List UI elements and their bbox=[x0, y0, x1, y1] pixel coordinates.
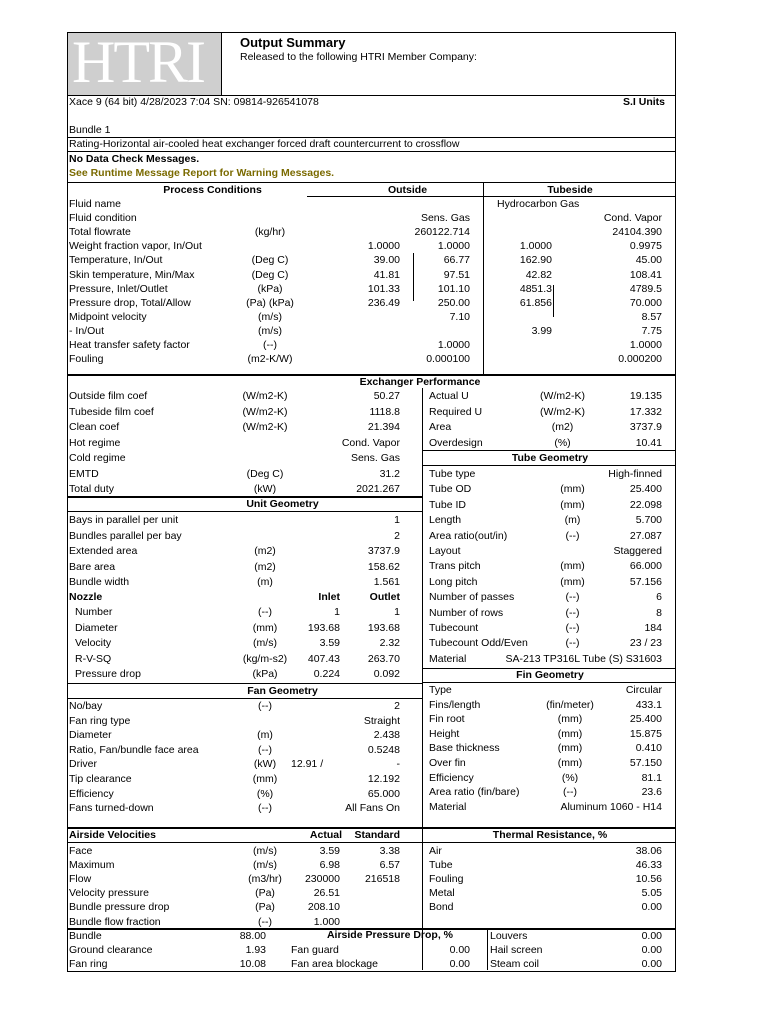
tube-geometry-label: Trans pitch bbox=[429, 560, 481, 573]
unit-geometry-unit: (m2) bbox=[254, 545, 276, 557]
exchanger-left-label: Cold regime bbox=[69, 452, 126, 464]
fan-geometry-unit: (kW) bbox=[253, 758, 277, 771]
tube-geometry-value: 22.098 bbox=[629, 498, 662, 511]
nozzle-row-label: Diameter bbox=[75, 621, 118, 634]
tube-geometry-label: Layout bbox=[429, 545, 461, 557]
htri-logo: HTRI bbox=[68, 33, 222, 95]
pressure-drop-value: 0.00 bbox=[449, 944, 470, 956]
pressure-drop-label: Louvers bbox=[490, 930, 528, 942]
outside-value-out: 0.000100 bbox=[426, 353, 470, 366]
units-label: S.I Units bbox=[622, 96, 665, 108]
tubeside-value-out: 45.00 bbox=[635, 254, 662, 267]
exchanger-left-unit: (W/m2-K) bbox=[242, 390, 288, 402]
pressure-drop-value: 0.00 bbox=[641, 958, 662, 970]
pressure-drop-value: 0.00 bbox=[449, 958, 470, 970]
tube-geometry-value: High-finned bbox=[608, 468, 662, 480]
tube-geometry-unit: (m) bbox=[564, 514, 581, 527]
tube-geometry-heading: Tube Geometry bbox=[511, 452, 589, 464]
airside-velocity-unit: (Pa) bbox=[255, 887, 275, 900]
fan-geometry-unit: (--) bbox=[258, 743, 272, 756]
page-title: Output Summary bbox=[240, 35, 346, 50]
fan-geometry-label: Tip clearance bbox=[69, 773, 132, 785]
airside-velocity-label: Maximum bbox=[69, 859, 115, 872]
airside-velocity-standard: 6.57 bbox=[379, 859, 400, 872]
airside-velocity-standard: 216518 bbox=[364, 873, 400, 886]
pressure-drop-label: Ground clearance bbox=[69, 944, 153, 956]
exchanger-right-value: 10.41 bbox=[635, 436, 662, 449]
tube-geometry-unit: (--) bbox=[565, 622, 580, 634]
tubeside-heading: Tubeside bbox=[547, 184, 593, 196]
nozzle-outlet-heading: Outlet bbox=[369, 591, 400, 603]
process-row-label: Fouling bbox=[69, 353, 104, 366]
exchanger-right-unit: (%) bbox=[554, 436, 571, 449]
airside-velocity-label: Bundle pressure drop bbox=[69, 901, 170, 914]
fin-geometry-label: Fin root bbox=[429, 713, 465, 726]
warning-message: See Runtime Message Report for Warning Messages. bbox=[69, 167, 335, 179]
fin-geometry-unit: (mm) bbox=[557, 727, 583, 740]
airside-pressure-drop-heading: Airside Pressure Drop, % bbox=[326, 929, 454, 941]
exchanger-left-label: Clean coef bbox=[69, 421, 120, 433]
exchanger-left-label: Total duty bbox=[69, 483, 114, 495]
unit-geometry-label: Bare area bbox=[69, 560, 116, 573]
exchanger-right-unit: (m2) bbox=[551, 421, 574, 433]
outside-value-in: 39.00 bbox=[373, 254, 400, 267]
tube-geometry-label: Tubecount bbox=[429, 622, 479, 634]
tube-geometry-unit: (mm) bbox=[560, 575, 585, 588]
exchanger-performance-heading: Exchanger Performance bbox=[359, 376, 481, 388]
tubeside-value-in: 1.0000 bbox=[519, 240, 552, 253]
tube-geometry-label: Tube type bbox=[429, 468, 476, 480]
exchanger-right-value: 17.332 bbox=[629, 405, 662, 418]
airside-velocity-actual: 208.10 bbox=[307, 901, 340, 914]
unit-geometry-label: Bundle width bbox=[69, 576, 130, 588]
exchanger-left-value: 1118.8 bbox=[369, 405, 400, 418]
unit-geometry-label: Bundles parallel per bay bbox=[69, 529, 182, 542]
tube-geometry-label: Number of rows bbox=[429, 606, 504, 619]
process-row-label: Midpoint velocity bbox=[69, 310, 147, 323]
fan-geometry-value: Straight bbox=[363, 714, 400, 727]
exchanger-left-label: EMTD bbox=[69, 467, 99, 480]
tubeside-value-out: 108.41 bbox=[629, 268, 662, 281]
airside-velocity-actual: 230000 bbox=[304, 873, 340, 886]
nozzle-inlet-value: 0.224 bbox=[313, 668, 340, 680]
fan-geometry-value: 2 bbox=[394, 700, 400, 712]
fin-geometry-label: Height bbox=[429, 727, 460, 740]
airside-velocity-unit: (m3/hr) bbox=[248, 873, 282, 886]
tubeside-value-in: 162.90 bbox=[519, 254, 552, 267]
actual-heading: Actual bbox=[309, 829, 342, 841]
tube-geometry-label: Tube ID bbox=[429, 498, 466, 511]
unit-geometry-label: Extended area bbox=[69, 545, 138, 557]
tube-geometry-unit: (mm) bbox=[560, 498, 585, 511]
unit-geometry-unit: (m) bbox=[257, 576, 273, 588]
exchanger-left-label: Hot regime bbox=[69, 436, 121, 449]
fan-geometry-unit: (--) bbox=[258, 700, 272, 712]
exchanger-left-value: 31.2 bbox=[379, 467, 400, 480]
exchanger-right-label: Actual U bbox=[429, 390, 469, 402]
tubeside-value-in: 4851.3 bbox=[519, 282, 552, 295]
thermal-resistance-label: Metal bbox=[429, 887, 455, 900]
outside-value-out: 250.00 bbox=[437, 296, 470, 309]
tube-geometry-label: Tube OD bbox=[429, 483, 472, 496]
tubeside-value-in: 42.82 bbox=[525, 268, 552, 281]
fin-geometry-value: 57.150 bbox=[629, 757, 662, 769]
thermal-resistance-heading: Thermal Resistance, % bbox=[492, 829, 608, 841]
process-row-label: Skin temperature, Min/Max bbox=[69, 268, 195, 281]
unit-geometry-heading: Unit Geometry bbox=[246, 498, 319, 510]
exchanger-right-value: 19.135 bbox=[629, 390, 662, 402]
airside-velocities-heading: Airside Velocities bbox=[69, 829, 156, 841]
standard-heading: Standard bbox=[354, 829, 400, 841]
fin-geometry-unit: (mm) bbox=[557, 757, 583, 769]
exchanger-right-unit: (W/m2-K) bbox=[540, 405, 585, 418]
exchanger-left-value: Sens. Gas bbox=[350, 452, 400, 464]
exchanger-left-value: Cond. Vapor bbox=[341, 436, 400, 449]
tube-geometry-label: Length bbox=[429, 514, 462, 527]
airside-velocity-actual: 6.98 bbox=[319, 859, 340, 872]
exchanger-right-unit: (W/m2-K) bbox=[540, 390, 585, 402]
outside-value-out: 101.10 bbox=[437, 282, 470, 295]
tubeside-value-out: 24104.390 bbox=[612, 226, 662, 239]
fan-geometry-value: 65.000 bbox=[367, 787, 400, 800]
nozzle-row-unit: (m/s) bbox=[253, 637, 277, 649]
airside-velocity-label: Face bbox=[69, 845, 93, 857]
nozzle-row-unit: (--) bbox=[258, 606, 272, 618]
exchanger-right-label: Required U bbox=[429, 405, 483, 418]
tube-geometry-label: Number of passes bbox=[429, 591, 515, 604]
tubeside-value-out: Cond. Vapor bbox=[603, 212, 662, 225]
fan-geometry-heading: Fan Geometry bbox=[247, 685, 318, 697]
outside-value-in: 41.81 bbox=[373, 268, 400, 281]
process-row-unit: (kg/hr) bbox=[254, 226, 286, 239]
fin-geometry-value: 433.1 bbox=[635, 698, 662, 711]
unit-geometry-value: 3737.9 bbox=[367, 545, 400, 557]
tube-geometry-value: 57.156 bbox=[629, 575, 662, 588]
fin-geometry-value: 25.400 bbox=[629, 713, 662, 726]
tube-geometry-value: 184 bbox=[644, 622, 662, 634]
pressure-drop-label: Fan guard bbox=[291, 944, 339, 956]
exchanger-right-label: Overdesign bbox=[429, 436, 483, 449]
exchanger-left-value: 50.27 bbox=[373, 390, 400, 402]
fan-geometry-label: Driver bbox=[69, 758, 97, 771]
fin-geometry-label: Fins/length bbox=[429, 698, 481, 711]
process-row-unit: (m/s) bbox=[258, 324, 282, 337]
outside-heading: Outside bbox=[387, 184, 428, 196]
nozzle-inlet-value: 193.68 bbox=[307, 621, 340, 634]
fan-geometry-mid: 12.91 / bbox=[291, 758, 324, 771]
thermal-resistance-value: 38.06 bbox=[635, 845, 662, 857]
tube-geometry-label: Tubecount Odd/Even bbox=[429, 637, 528, 650]
bundle-label: Bundle 1 bbox=[69, 124, 111, 136]
nozzle-row-label: R-V-SQ bbox=[75, 652, 112, 665]
fan-geometry-label: Ratio, Fan/bundle face area bbox=[69, 743, 199, 756]
tubeside-value-out: 1.0000 bbox=[629, 339, 662, 351]
thermal-resistance-label: Bond bbox=[429, 901, 454, 914]
fan-geometry-label: Fan ring type bbox=[69, 714, 131, 727]
tubeside-value-out: 8.57 bbox=[641, 310, 662, 323]
tube-geometry-value: 66.000 bbox=[629, 560, 662, 573]
tube-geometry-unit: (mm) bbox=[560, 483, 585, 496]
nozzle-outlet-value: 263.70 bbox=[367, 652, 400, 665]
airside-velocity-unit: (--) bbox=[258, 915, 272, 928]
airside-velocity-label: Velocity pressure bbox=[69, 887, 149, 900]
process-row-unit: (Deg C) bbox=[251, 254, 289, 267]
tubeside-value-in: Hydrocarbon Gas bbox=[497, 198, 580, 210]
fin-geometry-label: Type bbox=[429, 684, 452, 696]
tube-geometry-label: Long pitch bbox=[429, 575, 478, 588]
fan-geometry-label: Fans turned-down bbox=[69, 802, 154, 815]
pressure-drop-label: Fan area blockage bbox=[291, 958, 378, 970]
fin-geometry-unit: (%) bbox=[561, 771, 579, 784]
fan-geometry-unit: (--) bbox=[258, 802, 272, 815]
process-row-unit: (Pa) (kPa) bbox=[246, 296, 294, 309]
tubeside-value-out: 4789.5 bbox=[629, 282, 662, 295]
tubeside-value-in: 3.99 bbox=[531, 324, 552, 337]
fin-geometry-unit: (--) bbox=[563, 786, 577, 799]
pressure-drop-label: Steam coil bbox=[490, 958, 540, 970]
tube-geometry-value: SA-213 TP316L Tube (S) S31603 bbox=[505, 652, 662, 665]
thermal-resistance-value: 10.56 bbox=[635, 873, 662, 886]
airside-velocity-unit: (m/s) bbox=[253, 859, 277, 872]
nozzle-row-label: Pressure drop bbox=[75, 668, 141, 680]
fin-geometry-heading: Fin Geometry bbox=[516, 669, 584, 681]
nozzle-inlet-value: 407.43 bbox=[307, 652, 340, 665]
outside-value-out: 260122.714 bbox=[414, 226, 470, 239]
tube-geometry-unit: (--) bbox=[565, 529, 580, 542]
tube-geometry-value: 6 bbox=[656, 591, 662, 604]
airside-velocity-label: Bundle flow fraction bbox=[69, 915, 161, 928]
thermal-resistance-label: Fouling bbox=[429, 873, 464, 886]
exchanger-right-value: 3737.9 bbox=[629, 421, 662, 433]
process-row-label: Temperature, In/Out bbox=[69, 254, 163, 267]
process-row-label: Pressure, Inlet/Outlet bbox=[69, 282, 168, 295]
thermal-resistance-label: Air bbox=[429, 845, 442, 857]
outside-value-out: 97.51 bbox=[443, 268, 470, 281]
exchanger-left-unit: (W/m2-K) bbox=[242, 421, 288, 433]
tubeside-value-out: 70.000 bbox=[629, 296, 662, 309]
process-row-label: Pressure drop, Total/Allow bbox=[69, 296, 191, 309]
nozzle-inlet-heading: Inlet bbox=[318, 591, 340, 603]
exchanger-left-unit: (Deg C) bbox=[246, 467, 284, 480]
fan-geometry-value: 0.5248 bbox=[367, 743, 400, 756]
tube-geometry-value: Staggered bbox=[613, 545, 662, 557]
tubeside-value-in: 61.856 bbox=[519, 296, 552, 309]
thermal-resistance-value: 46.33 bbox=[635, 859, 662, 872]
airside-velocity-unit: (Pa) bbox=[255, 901, 275, 914]
airside-velocity-actual: 26.51 bbox=[313, 887, 340, 900]
fin-geometry-label: Base thickness bbox=[429, 742, 500, 755]
fan-geometry-unit: (%) bbox=[256, 787, 274, 800]
process-row-label: Heat transfer safety factor bbox=[69, 339, 190, 351]
nozzle-inlet-value: 1 bbox=[334, 606, 340, 618]
tube-geometry-value: 27.087 bbox=[629, 529, 662, 542]
process-row-label: Fluid name bbox=[69, 198, 121, 210]
unit-geometry-value: 158.62 bbox=[367, 560, 400, 573]
data-check-message: No Data Check Messages. bbox=[69, 153, 200, 165]
tubeside-value-out: 7.75 bbox=[641, 324, 662, 337]
outside-value-out: 66.77 bbox=[443, 254, 470, 267]
thermal-resistance-label: Tube bbox=[429, 859, 453, 872]
thermal-resistance-value: 5.05 bbox=[641, 887, 662, 900]
fin-geometry-value: Aluminum 1060 - H14 bbox=[560, 800, 662, 813]
nozzle-row-unit: (mm) bbox=[252, 621, 278, 634]
fan-geometry-value: All Fans On bbox=[345, 802, 400, 815]
fin-geometry-unit: (mm) bbox=[557, 713, 583, 726]
fan-geometry-unit: (m) bbox=[257, 729, 273, 742]
process-row-label: - In/Out bbox=[69, 324, 105, 337]
process-row-unit: (m2-K/W) bbox=[247, 353, 293, 366]
tube-geometry-value: 8 bbox=[656, 606, 662, 619]
nozzle-outlet-value: 2.32 bbox=[379, 637, 400, 649]
tube-geometry-unit: (--) bbox=[565, 637, 580, 650]
nozzle-row-label: Velocity bbox=[75, 637, 112, 649]
process-row-label: Fluid condition bbox=[69, 212, 137, 225]
process-row-unit: (--) bbox=[263, 339, 277, 351]
outside-value-out: 1.0000 bbox=[437, 339, 470, 351]
tube-geometry-label: Area ratio(out/in) bbox=[429, 529, 508, 542]
airside-velocity-standard: 3.38 bbox=[379, 845, 400, 857]
unit-geometry-value: 2 bbox=[394, 529, 400, 542]
nozzle-row-unit: (kPa) bbox=[252, 668, 278, 680]
fan-geometry-value: 2.438 bbox=[373, 729, 400, 742]
tube-geometry-label: Material bbox=[429, 652, 467, 665]
exchanger-left-unit: (W/m2-K) bbox=[242, 405, 288, 418]
outside-value-out: Sens. Gas bbox=[420, 212, 470, 225]
fin-geometry-value: 0.410 bbox=[635, 742, 662, 755]
fin-geometry-label: Efficiency bbox=[429, 771, 474, 784]
nozzle-row-label: Number bbox=[75, 606, 113, 618]
tubeside-value-out: 0.9975 bbox=[629, 240, 662, 253]
process-row-label: Total flowrate bbox=[69, 226, 131, 239]
fan-geometry-label: No/bay bbox=[69, 700, 103, 712]
fin-geometry-value: 23.6 bbox=[641, 786, 662, 799]
fan-geometry-label: Efficiency bbox=[69, 787, 114, 800]
rating-description: Rating-Horizontal air-cooled heat exchanger forced draft countercurrent to crossflow bbox=[69, 138, 460, 150]
outside-value-in: 101.33 bbox=[367, 282, 400, 295]
unit-geometry-value: 1.561 bbox=[373, 576, 400, 588]
outside-value-in: 1.0000 bbox=[367, 240, 400, 253]
airside-velocity-actual: 3.59 bbox=[319, 845, 340, 857]
tube-geometry-unit: (--) bbox=[565, 606, 580, 619]
process-conditions-heading: Process Conditions bbox=[163, 184, 262, 196]
nozzle-inlet-value: 3.59 bbox=[319, 637, 340, 649]
tube-geometry-value: 23 / 23 bbox=[629, 637, 662, 650]
fin-geometry-value: 81.1 bbox=[641, 771, 662, 784]
tube-geometry-value: 5.700 bbox=[635, 514, 662, 527]
fin-geometry-value: 15.875 bbox=[629, 727, 662, 740]
pressure-drop-value: 0.00 bbox=[641, 944, 662, 956]
process-row-label: Weight fraction vapor, In/Out bbox=[69, 240, 202, 253]
pressure-drop-value: 1.93 bbox=[245, 944, 266, 956]
fin-geometry-label: Area ratio (fin/bare) bbox=[429, 786, 520, 799]
tube-geometry-unit: (mm) bbox=[560, 560, 585, 573]
fan-geometry-label: Diameter bbox=[69, 729, 112, 742]
exchanger-left-unit: (kW) bbox=[253, 483, 277, 495]
airside-velocity-actual: 1.000 bbox=[313, 915, 340, 928]
tube-geometry-value: 25.400 bbox=[629, 483, 662, 496]
tubeside-value-out: 0.000200 bbox=[618, 353, 662, 366]
outside-value-out: 1.0000 bbox=[437, 240, 470, 253]
process-row-unit: (m/s) bbox=[258, 310, 282, 323]
fan-geometry-value: - bbox=[396, 758, 400, 771]
airside-velocity-label: Flow bbox=[69, 873, 92, 886]
pressure-drop-value: 10.08 bbox=[239, 958, 266, 970]
pressure-drop-label: Fan ring bbox=[69, 958, 108, 970]
pressure-drop-label: Hail screen bbox=[490, 944, 543, 956]
nozzle-row-unit: (kg/m-s2) bbox=[242, 652, 288, 665]
fin-geometry-label: Over fin bbox=[429, 757, 466, 769]
exchanger-left-value: 2021.267 bbox=[356, 483, 400, 495]
process-row-unit: (kPa) bbox=[257, 282, 283, 295]
fin-geometry-value: Circular bbox=[625, 684, 662, 696]
nozzle-outlet-value: 193.68 bbox=[367, 621, 400, 634]
outside-value-in: 236.49 bbox=[367, 296, 400, 309]
nozzle-heading: Nozzle bbox=[69, 591, 103, 603]
airside-velocity-unit: (m/s) bbox=[253, 845, 277, 857]
pressure-drop-label: Bundle bbox=[69, 930, 102, 942]
outside-value-out: 7.10 bbox=[449, 310, 470, 323]
fin-geometry-unit: (fin/meter) bbox=[546, 698, 594, 711]
nozzle-outlet-value: 1 bbox=[394, 606, 400, 618]
pressure-drop-value: 88.00 bbox=[239, 930, 266, 942]
unit-geometry-label: Bays in parallel per unit bbox=[69, 514, 179, 526]
pressure-drop-value: 0.00 bbox=[641, 930, 662, 942]
exchanger-right-label: Area bbox=[429, 421, 452, 433]
unit-geometry-value: 1 bbox=[394, 514, 400, 526]
release-line: Released to the following HTRI Member Company: bbox=[240, 51, 477, 63]
fin-geometry-unit: (mm) bbox=[557, 742, 583, 755]
exchanger-left-value: 21.394 bbox=[367, 421, 400, 433]
exchanger-left-label: Tubeside film coef bbox=[69, 405, 154, 418]
nozzle-outlet-value: 0.092 bbox=[373, 668, 400, 680]
process-row-unit: (Deg C) bbox=[251, 268, 289, 281]
tube-geometry-unit: (--) bbox=[565, 591, 580, 604]
fin-geometry-label: Material bbox=[429, 800, 467, 813]
unit-geometry-unit: (m2) bbox=[254, 560, 276, 573]
fan-geometry-unit: (mm) bbox=[252, 773, 278, 785]
version-line: Xace 9 (64 bit) 4/28/2023 7:04 SN: 09814-926541078 bbox=[69, 96, 319, 108]
thermal-resistance-value: 0.00 bbox=[641, 901, 662, 914]
exchanger-left-label: Outside film coef bbox=[69, 390, 148, 402]
fan-geometry-value: 12.192 bbox=[367, 773, 400, 785]
